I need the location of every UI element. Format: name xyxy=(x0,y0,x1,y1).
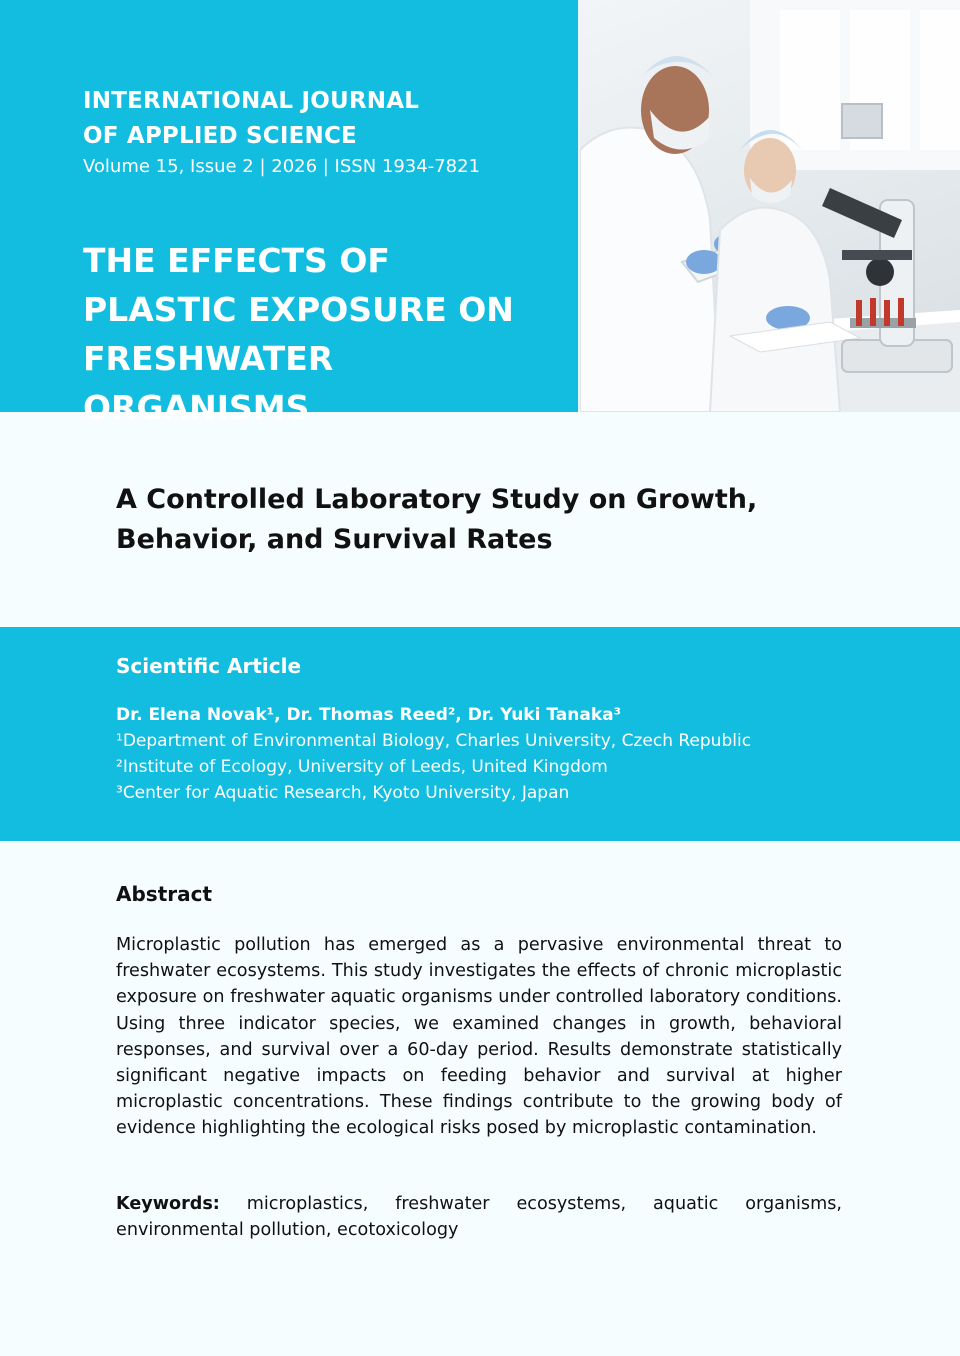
abstract-heading: Abstract xyxy=(116,882,213,906)
journal-issue-info: Volume 15, Issue 2 | 2026 | ISSN 1934-7821 xyxy=(83,156,481,177)
article-title-line1: THE EFFECTS OF xyxy=(83,241,390,280)
article-type: Scientific Article xyxy=(116,654,302,678)
article-subtitle-line1: A Controlled Laboratory Study on Growth, xyxy=(116,484,758,515)
journal-header xyxy=(83,84,563,432)
lab-scene-illustration xyxy=(580,0,960,412)
authors-section xyxy=(116,652,876,806)
keywords-label: Keywords: xyxy=(116,1194,220,1214)
article-title-line2: PLASTIC EXPOSURE ON xyxy=(83,290,514,329)
affiliation-3: ³Center for Aquatic Research, Kyoto University, Japan xyxy=(116,783,570,803)
journal-name-line1: INTERNATIONAL JOURNAL xyxy=(83,88,420,114)
article-subtitle xyxy=(116,480,836,560)
keywords xyxy=(116,1191,842,1243)
article-subtitle-line2: Behavior, and Survival Rates xyxy=(116,524,553,555)
authors-band xyxy=(0,627,960,841)
lab-researchers-photo xyxy=(578,0,960,412)
author-names: Dr. Elena Novak¹, Dr. Thomas Reed², Dr. Yuki Tanaka³ xyxy=(116,705,622,725)
affiliation-1: ¹Department of Environmental Biology, Charles University, Czech Republic xyxy=(116,731,752,751)
journal-name-line2: OF APPLIED SCIENCE xyxy=(83,123,357,149)
abstract-text: Microplastic pollution has emerged as a pervasive environmental threat to freshwater ecosystems. This study investigates the effects of chronic microplastic exposure on freshwater aquatic organisms under controlled laboratory conditions. Using three indicator species, we examined changes in growth, behavioral responses, and survival over a 60-day period. Results demonstrate statistically significant negative impacts on feeding behavior and survival at higher microplastic concentrations. These findings contribute to the growing body of evidence highlighting the ecological risks posed by microplastic contamination. xyxy=(116,935,842,1139)
article-title-line3: FRESHWATER ORGANISMS xyxy=(83,339,334,427)
affiliation-2: ²Institute of Ecology, University of Leeds, United Kingdom xyxy=(116,757,608,777)
keywords-list: microplastics, freshwater ecosystems, aquatic organisms, environmental pollution, ecotoxicology xyxy=(116,1194,842,1241)
journal-name xyxy=(83,84,563,154)
article-title xyxy=(83,236,563,432)
